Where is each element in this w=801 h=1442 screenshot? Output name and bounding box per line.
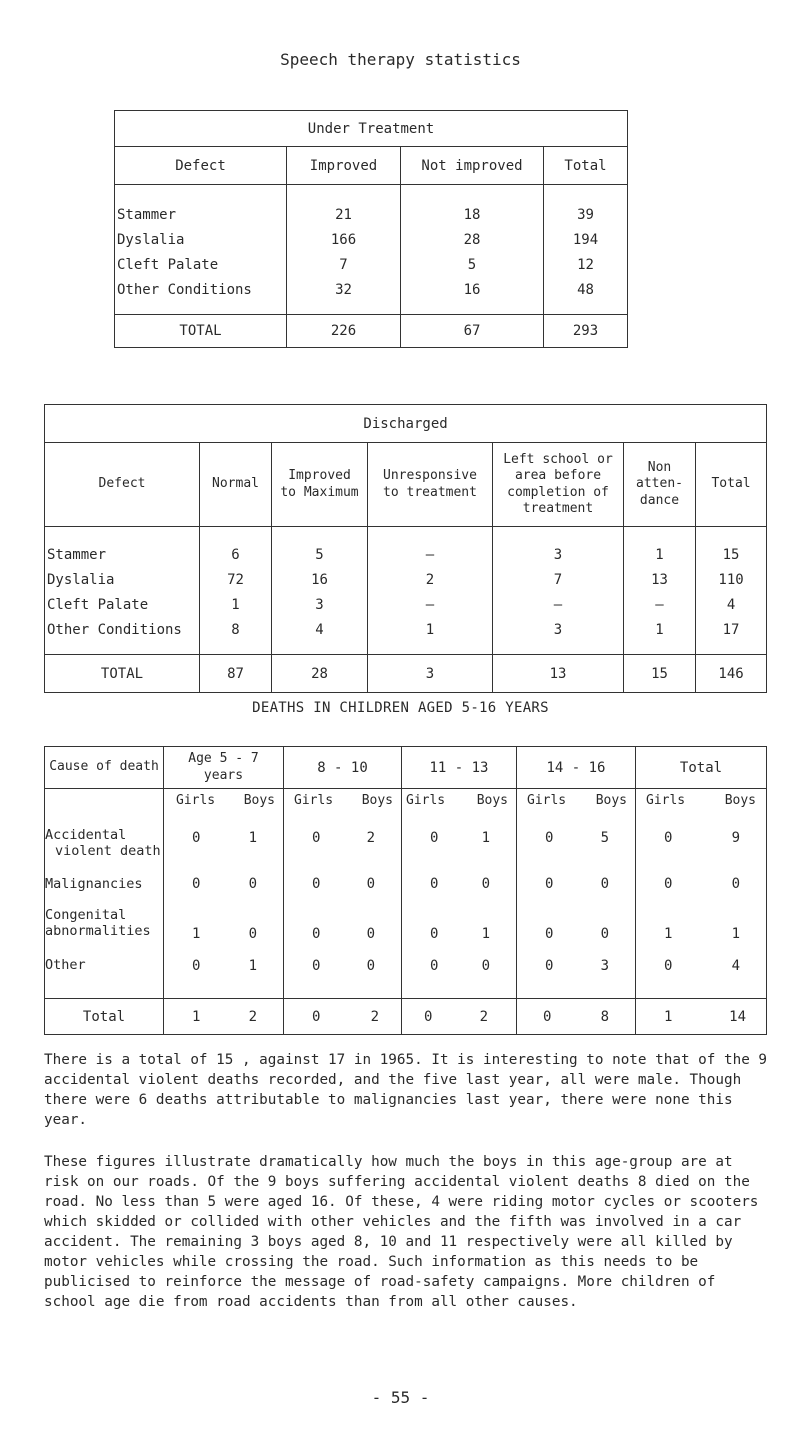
t3-value-pair <box>164 954 283 988</box>
t3-total-cell: 0 <box>424 1008 433 1025</box>
t2-cell: 1 <box>425 621 435 638</box>
t2-unresponsive-column <box>368 527 493 655</box>
t2-cell: 4 <box>315 621 324 638</box>
t2-cell: – <box>553 596 563 613</box>
t1-header-defect: Defect <box>115 147 287 185</box>
t1-cell: 12 <box>577 256 594 273</box>
t3-girls-value: 0 <box>545 958 554 974</box>
t3-girls-value: 0 <box>545 876 554 892</box>
t3-total-8-10 <box>284 999 402 1035</box>
t2-total-cell: 3 <box>368 655 493 693</box>
t3-boys-value: 0 <box>731 876 740 892</box>
t3-total-cell: 2 <box>248 1008 257 1025</box>
t3-total-14-16 <box>517 999 636 1035</box>
t2-cell: 16 <box>311 571 328 588</box>
t3-value-pair <box>636 902 766 954</box>
t3-value-pair <box>284 902 401 954</box>
t3-boys-value: 0 <box>600 926 609 942</box>
page-title: Speech therapy statistics <box>280 50 521 69</box>
t3-value-pair <box>402 954 516 988</box>
t3-row-label: Other <box>45 957 86 973</box>
t2-row-label: Other Conditions <box>47 621 182 638</box>
t2-total-label: TOTAL <box>45 655 200 693</box>
t2-total-cell: 15 <box>624 655 696 693</box>
t2-header-left-school: Left school or area before completion of treatment <box>493 443 624 527</box>
t3-header-11-13: 11 - 13 <box>402 747 517 789</box>
t3-girls-value: 0 <box>664 876 673 892</box>
t3-girls-value: 1 <box>192 926 201 942</box>
t2-header-defect: Defect <box>45 443 200 527</box>
t3-girls-value: 0 <box>545 830 554 846</box>
t2-cell: 1 <box>655 546 664 563</box>
t3-boys-value: 0 <box>366 926 375 942</box>
t3-value-pair <box>284 954 401 988</box>
t3-total-cell: 0 <box>312 1008 321 1025</box>
t3-value-pair <box>402 808 516 864</box>
t3-header-14-16: 14 - 16 <box>517 747 636 789</box>
t3-girls-value: 0 <box>430 830 439 846</box>
page-number: - 55 - <box>371 1388 430 1407</box>
boys-label: Boys <box>243 793 275 808</box>
t1-total-cell: 67 <box>401 315 544 348</box>
t2-total-column <box>696 527 767 655</box>
t3-girls-value: 0 <box>545 926 554 942</box>
t3-header-total: Total <box>636 747 767 789</box>
t2-row-label: Stammer <box>47 546 107 563</box>
t3-row-label: Malignancies <box>45 876 143 892</box>
t1-cell: 39 <box>577 206 594 223</box>
t3-total-5-7 <box>164 999 284 1035</box>
t3-girls-value: 0 <box>312 926 321 942</box>
t3-value-pair <box>164 864 283 902</box>
t3-boys-value: 1 <box>248 958 257 974</box>
t2-non-attendance-column <box>624 527 696 655</box>
t1-total-label: TOTAL <box>115 315 287 348</box>
t1-cell: 166 <box>330 231 357 248</box>
t1-improved-column <box>287 185 401 315</box>
discharged-table <box>44 404 767 693</box>
t3-boys-value: 1 <box>248 830 257 846</box>
t2-cell: 3 <box>553 621 563 638</box>
t1-row-label: Cleft Palate <box>117 256 219 273</box>
t3-group-11-13 <box>402 789 517 999</box>
t3-boys-value: 1 <box>481 830 490 846</box>
t3-total-cell: 1 <box>664 1008 673 1025</box>
girls-label: Girls <box>176 793 216 808</box>
t3-value-pair <box>517 902 635 954</box>
t1-cell: 7 <box>339 256 348 273</box>
t1-cell: 21 <box>335 206 352 223</box>
t2-header-total: Total <box>696 443 767 527</box>
t3-total-cell: 14 <box>729 1008 746 1025</box>
t2-cell: 8 <box>231 621 240 638</box>
t2-defect-column <box>45 527 200 655</box>
t2-improved-column <box>272 527 368 655</box>
under-treatment-table <box>114 110 628 348</box>
t1-row-label: Dyslalia <box>117 231 185 248</box>
t1-not-improved-column <box>401 185 544 315</box>
t3-value-pair <box>284 864 401 902</box>
t3-boys-value: 0 <box>481 958 490 974</box>
t3-header-8-10: 8 - 10 <box>284 747 402 789</box>
boys-label: Boys <box>595 793 627 808</box>
boys-label: Boys <box>361 793 393 808</box>
t1-header-not-improved: Not improved <box>401 147 544 185</box>
t3-value-pair <box>402 864 516 902</box>
t2-cell: 72 <box>227 571 244 588</box>
t3-girls-value: 0 <box>664 830 673 846</box>
t1-cell: 16 <box>463 281 481 298</box>
t3-total-11-13 <box>402 999 517 1035</box>
t1-cell: 5 <box>467 256 477 273</box>
t2-total-cell: 28 <box>272 655 368 693</box>
t3-boys-value: 1 <box>481 926 490 942</box>
t2-row-label: Cleft Palate <box>47 596 149 613</box>
t2-cell: 3 <box>315 596 324 613</box>
t3-girls-value: 0 <box>430 958 439 974</box>
t2-header-normal: Normal <box>200 443 272 527</box>
t2-cell: 1 <box>655 621 664 638</box>
t1-cell: 32 <box>335 281 352 298</box>
t3-girls-value: 0 <box>312 876 321 892</box>
t3-boys-value: 0 <box>248 876 257 892</box>
t1-header-improved: Improved <box>287 147 401 185</box>
deaths-table <box>44 746 767 1035</box>
t3-boys-value: 0 <box>366 876 375 892</box>
boys-label: Boys <box>476 793 508 808</box>
t2-cell: 13 <box>651 571 668 588</box>
girls-label: Girls <box>527 793 567 808</box>
t3-value-pair <box>284 808 401 864</box>
t3-girls-value: 0 <box>192 876 201 892</box>
t1-cell: 48 <box>577 281 594 298</box>
t3-value-pair <box>164 808 283 864</box>
t3-group-total <box>636 789 767 999</box>
t2-header-unresponsive: Unresponsive to treatment <box>368 443 493 527</box>
t3-value-pair <box>164 902 283 954</box>
discharged-caption: Discharged <box>45 405 767 443</box>
t3-girls-value: 0 <box>664 958 673 974</box>
t3-value-pair <box>402 902 516 954</box>
t2-cell: 1 <box>231 596 240 613</box>
t2-header-improved: Improved to Maximum <box>272 443 368 527</box>
t3-boys-value: 3 <box>600 958 609 974</box>
t3-row-label: Accidental <box>45 827 127 843</box>
t3-total-cell: 2 <box>479 1008 488 1025</box>
t2-cell: 6 <box>231 546 240 563</box>
t2-total-cell: 87 <box>200 655 272 693</box>
t3-total-cell: 0 <box>543 1008 552 1025</box>
t3-row-label: Congenital <box>45 907 127 923</box>
t3-total-cell: 2 <box>370 1008 379 1025</box>
t2-row-label: Dyslalia <box>47 571 115 588</box>
t3-boys-value: 0 <box>248 926 257 942</box>
t3-total-all <box>636 999 767 1035</box>
t1-total-cell: 293 <box>544 315 628 348</box>
t2-cell: 5 <box>315 546 324 563</box>
girls-label: Girls <box>294 793 334 808</box>
t1-row-label: Stammer <box>117 206 177 223</box>
t2-cell: – <box>425 546 435 563</box>
t3-value-pair <box>636 954 766 988</box>
paragraph-1: There is a total of 15 , against 17 in 1965. It is interesting to note that of the 9 accidental violent deaths recorded, and the five last year, all were male. Though there were 6 deaths attributable to malignancies last year, there were none this year. <box>44 1052 768 1128</box>
t3-girls-value: 0 <box>192 830 201 846</box>
t3-group-5-7 <box>164 789 284 999</box>
t3-group-14-16 <box>517 789 636 999</box>
t2-cell: 7 <box>553 571 563 588</box>
t1-row-label: Other Conditions <box>117 281 252 298</box>
t1-cell: 18 <box>463 206 481 223</box>
t3-row-label: violent death <box>55 843 161 859</box>
t3-header-cause: Cause of death <box>45 747 164 789</box>
t3-value-pair <box>517 808 635 864</box>
t3-total-cell: 1 <box>192 1008 201 1025</box>
t3-boys-value: 9 <box>731 830 740 846</box>
t3-girls-value: 1 <box>664 926 673 942</box>
t3-value-pair <box>636 808 766 864</box>
t3-girls-value: 0 <box>430 876 439 892</box>
t1-cell: 194 <box>572 231 599 248</box>
deaths-heading: DEATHS IN CHILDREN AGED 5-16 YEARS <box>252 700 549 716</box>
t3-value-pair <box>636 864 766 902</box>
t2-cell: 110 <box>718 571 744 588</box>
t3-header-age-5-7: Age 5 - 7 years <box>164 747 284 789</box>
t3-boys-value: 0 <box>600 876 609 892</box>
t2-cell: – <box>655 596 664 613</box>
girls-label: Girls <box>406 793 446 808</box>
t2-total-cell: 146 <box>696 655 767 693</box>
t1-header-total: Total <box>544 147 628 185</box>
under-treatment-caption: Under Treatment <box>115 111 628 147</box>
t2-cell: 4 <box>726 596 736 613</box>
t3-girls-value: 0 <box>192 958 201 974</box>
t3-value-pair <box>517 864 635 902</box>
t3-boys-value: 0 <box>366 958 375 974</box>
t1-total-cell: 226 <box>287 315 401 348</box>
t3-group-8-10 <box>284 789 402 999</box>
t2-cell: – <box>425 596 435 613</box>
t3-girls-value: 0 <box>312 958 321 974</box>
t3-boys-value: 5 <box>600 830 609 846</box>
t3-girls-value: 0 <box>430 926 439 942</box>
t2-total-cell: 13 <box>493 655 624 693</box>
t3-boys-value: 0 <box>481 876 490 892</box>
t3-girls-value: 0 <box>312 830 321 846</box>
girls-label: Girls <box>646 793 686 808</box>
t3-cause-column <box>45 789 164 999</box>
t3-value-pair <box>517 954 635 988</box>
t3-total-cell: 8 <box>600 1008 609 1025</box>
t1-cell: 28 <box>463 231 481 248</box>
t2-cell: 17 <box>722 621 740 638</box>
t2-cell: 2 <box>425 571 435 588</box>
t2-cell: 15 <box>722 546 740 563</box>
t2-normal-column <box>200 527 272 655</box>
t3-boys-value: 2 <box>366 830 375 846</box>
t1-defect-column <box>115 185 287 315</box>
boys-label: Boys <box>724 793 756 808</box>
t2-left-school-column <box>493 527 624 655</box>
t2-header-non-attendance: Non atten- dance <box>624 443 696 527</box>
t3-boys-value: 1 <box>731 926 740 942</box>
t2-cell: 3 <box>553 546 563 563</box>
t3-total-label: Total <box>45 999 164 1035</box>
t1-total-column <box>544 185 628 315</box>
t3-boys-value: 4 <box>731 958 740 974</box>
t3-row-label: abnormalities <box>45 923 151 939</box>
paragraph-2: These figures illustrate dramatically how much the boys in this age-group are at risk on our roads. Of the 9 boys suffering accidental violent deaths 8 died on the road. No less than 5 were aged 16. Of these, 4 were riding motor cycles or scooters which skidded or collided with other vehicles and the fifth was involved in a car accident. The remaining 3 boys aged 8, 10 and 11 respectively were all killed by motor vehicles while crossing the road. Such information as this needs to be publicised to reinforce the message of road-safety campaigns. More children of school age die from road accidents than from all other causes. <box>44 1154 759 1310</box>
